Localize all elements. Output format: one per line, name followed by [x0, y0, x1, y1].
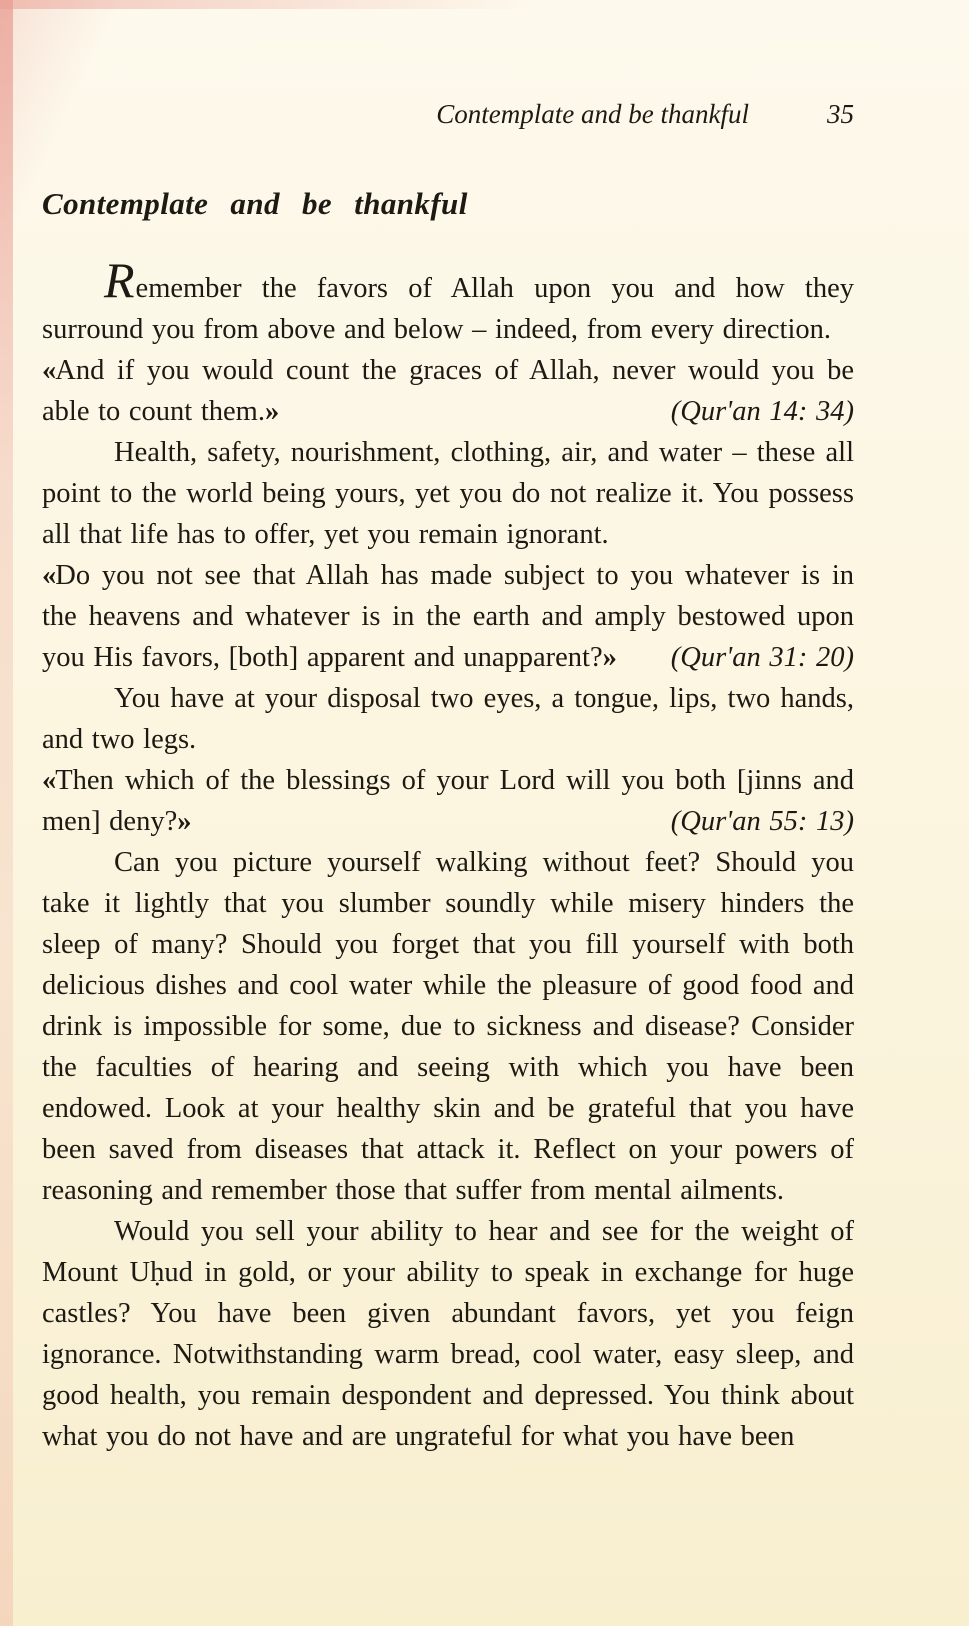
paragraph: Can you picture yourself walking without feet? Should you take it lightly that you slumber soundly while misery hinders the sleep of many? Should you forget that you fill yourself with both delicious dishes and cool water while the pleasure of good food and drink is impossible for some, due to sickness and disease? Consider the faculties of hearing and seeing with which you have been endowed. Look at your healthy skin and be grateful that you have been saved from diseases that attack it. Reflect on your powers of reasoning and remember those that suffer from mental ailments.: [42, 847, 854, 1206]
quran-quote: «And if you would count the graces of Allah, never would you be able to count them.» (Qur'an 14: 34): [42, 350, 854, 432]
running-header: [42, 98, 854, 130]
paragraph: Would you sell your ability to hear and see for the weight of Mount Uḥud in gold, or your ability to speak in exchange for huge castles? You have been given abundant favors, yet you feign ignorance. Notwithstanding warm bread, cool water, easy sleep, and good health, you remain despondent and depressed. You think about what you do not have and are ungrateful for what you have been: [42, 1216, 854, 1452]
page-top-edge: [0, 0, 969, 9]
quote-close-ornament: »: [264, 396, 279, 427]
running-header-title: Contemplate and be thankful: [436, 99, 749, 129]
quote-open-ornament: «: [42, 765, 56, 796]
quran-reference: (Qur'an 55: 13): [670, 806, 854, 837]
quote-open-ornament: «: [42, 560, 56, 591]
quran-reference: (Qur'an 14: 34): [670, 396, 854, 427]
quran-reference: (Qur'an 31: 20): [670, 642, 854, 673]
drop-cap: R: [104, 252, 136, 308]
quote-open-ornament: «: [42, 355, 56, 386]
paragraph: Health, safety, nourishment, clothing, air, and water – these all point to the world being yours, yet you do not realize it. You possess all that life has to offer, yet you remain ignorant.: [42, 437, 854, 550]
paragraph: You have at your disposal two eyes, a tongue, lips, two hands, and two legs.: [42, 683, 854, 755]
quran-quote: «Then which of the blessings of your Lord will you both [jinns and men] deny?» (Qur'an 55: 13): [42, 760, 854, 842]
quran-quote: «Do you not see that Allah has made subject to you whatever is in the heavens and whatever is in the earth and amply bestowed upon you His favors, [both] apparent and unapparent?» (Qur'an 31: 20): [42, 555, 854, 678]
page-content: [42, 98, 854, 1457]
quote-close-ornament: »: [602, 642, 616, 673]
page-number: 35: [827, 99, 854, 129]
opening-paragraph: Remember the favors of Allah upon you and how they surround you from above and below – indeed, from every direction.: [42, 252, 854, 345]
quote-close-ornament: »: [177, 806, 191, 837]
page-left-edge: [0, 0, 13, 1626]
page-body: [42, 252, 854, 1457]
chapter-title: Contemplate and be thankful: [42, 186, 468, 221]
